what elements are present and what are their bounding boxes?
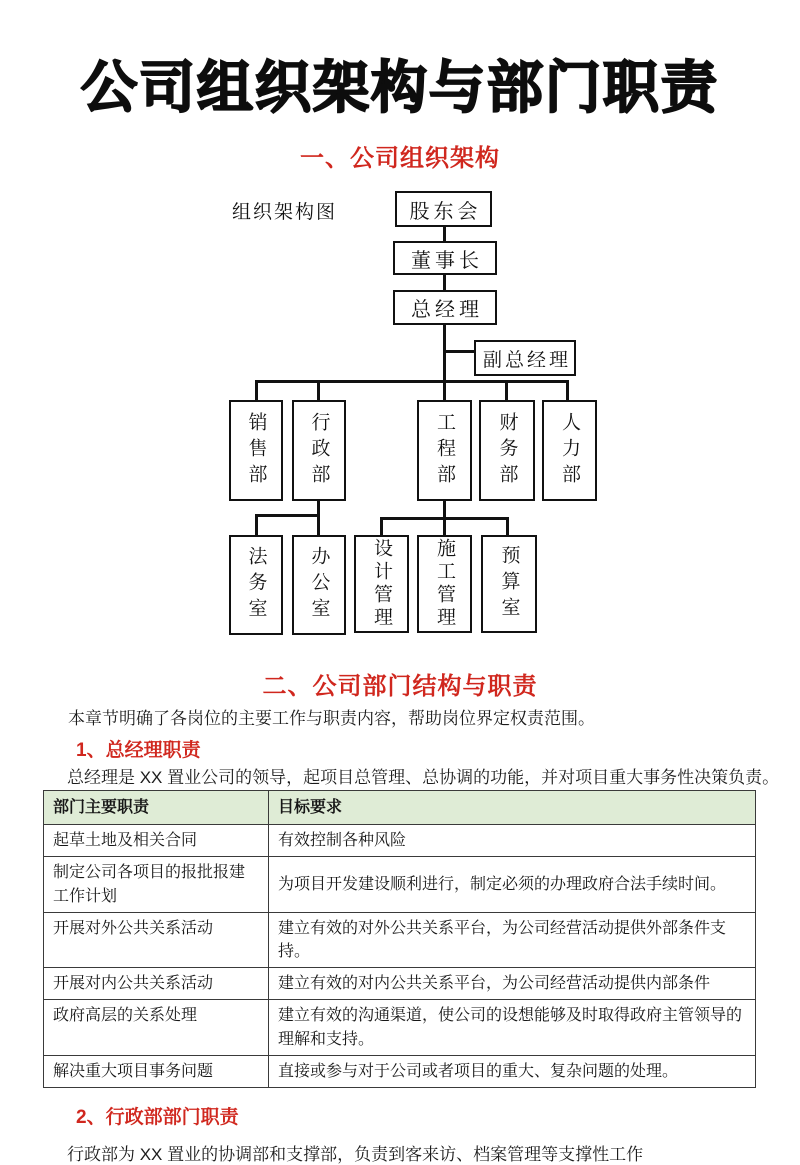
org-node-hr-dept: 人力部 <box>542 400 597 501</box>
connector-line <box>255 514 258 535</box>
table-row <box>44 1000 756 1055</box>
target-cell: 直接或参与对于公司或者项目的重大、复杂问题的处理。 <box>269 1055 756 1087</box>
table-row <box>44 1055 756 1087</box>
org-node-general-office: 办公室 <box>292 535 346 635</box>
org-node-deputy-general-manager: 副总经理 <box>474 340 576 376</box>
table-header-duty: 部门主要职责 <box>44 791 269 825</box>
duty-cell: 制定公司各项目的报批报建工作计划 <box>44 857 269 912</box>
responsibilities-table <box>43 790 756 1088</box>
section2-intro: 本章节明确了各岗位的主要工作与职责内容，帮助岗位界定权责范围。 <box>68 709 595 728</box>
table-row <box>44 968 756 1000</box>
target-cell: 为项目开发建设顺利进行，制定必须的办理政府合法手续时间。 <box>269 857 756 912</box>
connector-line <box>506 517 509 535</box>
section2-heading: 二、公司部门结构与职责 <box>262 673 538 700</box>
target-cell: 建立有效的对外公共关系平台，为公司经营活动提供外部条件支持。 <box>269 912 756 967</box>
page-title: 公司组织架构与部门职责 <box>81 56 719 119</box>
org-node-engineering-dept: 工程部 <box>417 400 472 501</box>
connector-line <box>255 514 320 517</box>
org-node-sales-dept: 销售部 <box>229 400 283 501</box>
sub1-heading: 1、总经理职责 <box>76 740 201 761</box>
org-node-shareholders: 股东会 <box>395 191 492 227</box>
org-node-general-manager: 总经理 <box>393 290 497 325</box>
connector-line <box>317 380 320 400</box>
target-cell: 建立有效的对内公共关系平台，为公司经营活动提供内部条件 <box>269 968 756 1000</box>
org-node-admin-dept: 行政部 <box>292 400 346 501</box>
connector-line <box>443 227 446 241</box>
org-node-construction-management: 施工管理 <box>417 535 472 633</box>
connector-line <box>566 380 569 400</box>
org-node-chairman: 董事长 <box>393 241 497 275</box>
sub2-heading: 2、行政部部门职责 <box>76 1106 239 1128</box>
responsibilities-section <box>43 790 755 1165</box>
org-node-design-management: 设计管理 <box>354 535 409 633</box>
connector-line <box>446 350 474 353</box>
connector-line <box>380 517 383 535</box>
table-row <box>44 912 756 967</box>
connector-line <box>443 275 446 290</box>
table-row <box>44 825 756 857</box>
connector-line <box>255 380 258 400</box>
connector-line <box>505 380 508 400</box>
duty-cell: 解决重大项目事务问题 <box>44 1055 269 1087</box>
sub1-intro: 总经理是 XX 置业公司的领导，起项目总管理、总协调的功能，并对项目重大事务性决策负责。 <box>67 768 780 787</box>
org-node-budget-office: 预算室 <box>481 535 537 633</box>
org-chart-label: 组织架构图 <box>232 202 338 223</box>
duty-cell: 开展对外公共关系活动 <box>44 912 269 967</box>
sub2-intro: 行政部为 XX 置业的协调部和支撑部，负责到客来访、档案管理等支撑性工作 <box>67 1144 644 1164</box>
target-cell: 建立有效的沟通渠道，使公司的设想能够及时取得政府主管领导的理解和支持。 <box>269 1000 756 1055</box>
org-node-finance-dept: 财务部 <box>479 400 535 501</box>
section1-heading: 一、公司组织架构 <box>300 145 500 172</box>
target-cell: 有效控制各种风险 <box>269 825 756 857</box>
duty-cell: 起草土地及相关合同 <box>44 825 269 857</box>
duty-cell: 开展对内公共关系活动 <box>44 968 269 1000</box>
org-node-legal-office: 法务室 <box>229 535 283 635</box>
table-header-target: 目标要求 <box>269 791 756 825</box>
table-row <box>44 857 756 912</box>
table-header-row <box>44 791 756 825</box>
duty-cell: 政府高层的关系处理 <box>44 1000 269 1055</box>
connector-line <box>443 325 446 400</box>
connector-line <box>317 514 320 535</box>
connector-line <box>380 517 509 520</box>
connector-line <box>255 380 569 383</box>
